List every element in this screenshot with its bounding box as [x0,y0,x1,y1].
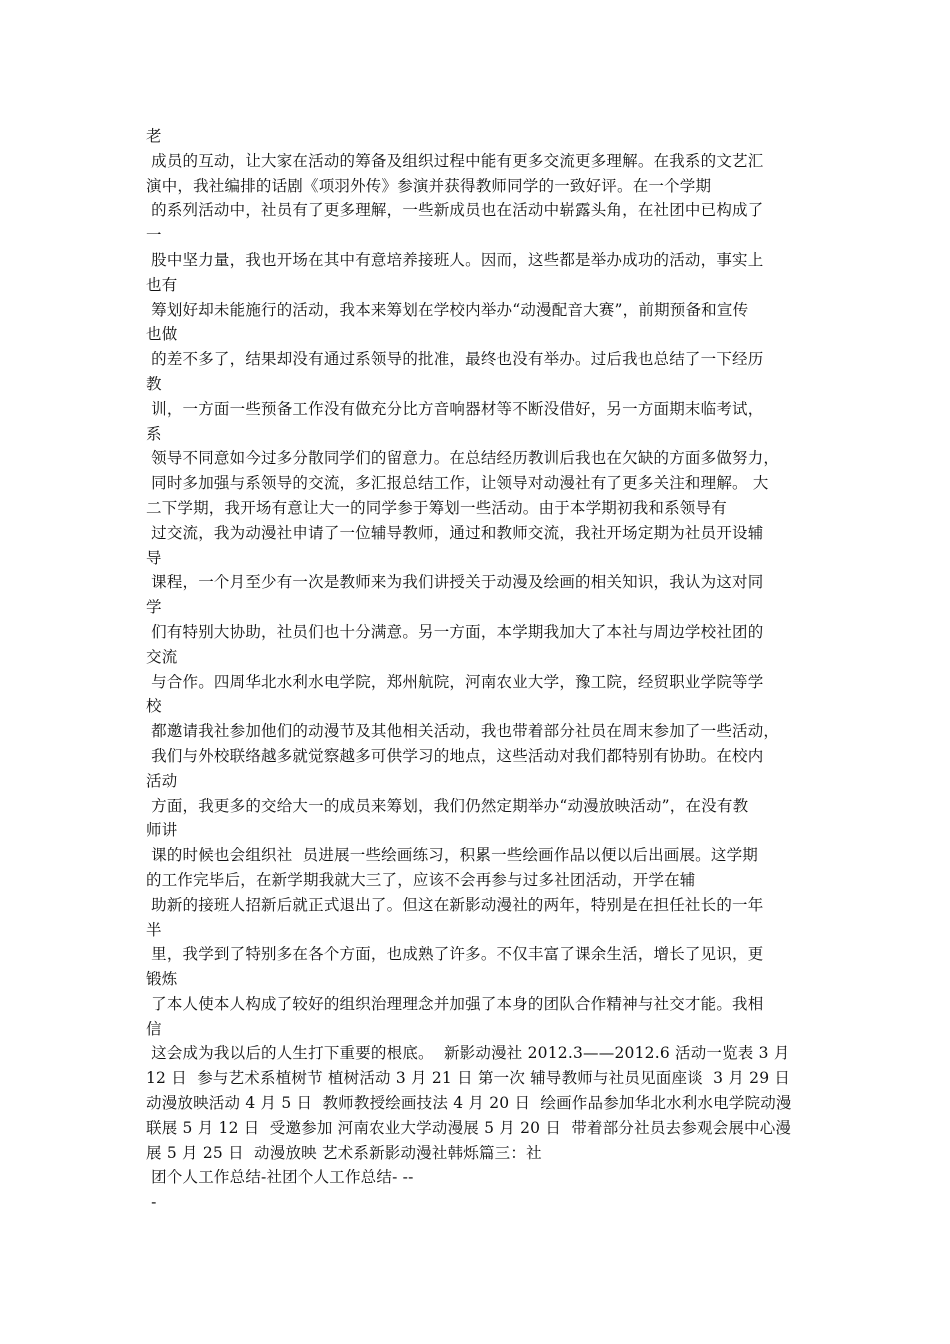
text-line: 成员的互动，让大家在活动的筹备及组织过程中能有更多交流更多理解。在我系的文艺汇 [146,151,764,170]
text-line: 12 日 参与艺术系植树节 植树活动 3 月 21 日 第一次 辅导教师与社员见面座谈 3 月 29 日 [146,1069,791,1088]
text-line: 信 [146,1019,162,1038]
text-line: 展 5 月 25 日 动漫放映 艺术系新影动漫社韩烁篇三：社 [146,1143,542,1162]
text-line: 我们与外校联络越多就觉察越多可供学习的地点，这些活动对我们都特别有协助。在校内 [146,746,764,765]
text-line: 训，一方面一些预备工作没有做充分比方音响器材等不断没借好，另一方面期末临考试， [146,399,764,418]
text-line: 筹划好却未能施行的活动，我本来筹划在学校内举办“动漫配音大赛”，前期预备和宣传 [146,300,749,319]
text-line: 股中坚力量，我也开场在其中有意培养接班人。因而，这些都是举办成功的活动，事实上 [146,250,764,269]
text-line: 也做 [146,325,178,344]
text-line: 这会成为我以后的人生打下重要的根底。 新影动漫社 2012.3——2012.6 活动一览表 3 月 [146,1044,790,1063]
text-line: 教 [146,374,162,393]
text-line: 老 [146,127,162,145]
text-line: 演中，我社编排的话剧《项羽外传》参演并获得教师同学的一致好评。在一个学期 [146,176,712,195]
text-line: 校 [146,697,162,716]
text-line: 一 [146,226,162,245]
text-line: 锻炼 [146,970,178,989]
text-line: 导 [146,548,162,567]
text-line: 与合作。四周华北水利水电学院，郑州航院，河南农业大学，豫工院，经贸职业学院等学 [146,672,764,691]
text-line: 方面，我更多的交给大一的成员来筹划，我们仍然定期举办“动漫放映活动”，在没有教 [146,796,749,815]
document-body [146,124,814,1215]
text-line: 也有 [146,275,178,294]
text-line: 课程，一个月至少有一次是教师来为我们讲授关于动漫及绘画的相关知识，我认为这对同 [146,573,764,592]
text-line: 二下学期，我开场有意让大一的同学参于筹划一些活动。由于本学期初我和系领导有 [146,498,727,517]
text-line: 师讲 [146,821,178,840]
text-line: 交流 [146,647,178,666]
text-line: 的系列活动中，社员有了更多理解，一些新成员也在活动中崭露头角，在社团中已构成了 [146,201,764,220]
text-line: 学 [146,598,162,617]
text-line: 团个人工作总结-社团个人工作总结- -- [146,1168,414,1187]
text-line: - [146,1193,157,1212]
text-line: 动漫放映活动 4 月 5 日 教师教授绘画技法 4 月 20 日 绘画作品参加华北水利水电学院动漫 [146,1094,792,1113]
text-line: 里，我学到了特别多在各个方面，也成熟了许多。不仅丰富了课余生活，增长了见识，更 [146,945,764,964]
text-line: 助新的接班人招新后就正式退出了。但这在新影动漫社的两年，特别是在担任社长的一年 [146,895,764,914]
text-line: 半 [146,920,162,939]
text-line: 课的时候也会组织社 员进展一些绘画练习，积累一些绘画作品以便以后出画展。这学期 [146,846,758,865]
text-line: 都邀请我社参加他们的动漫节及其他相关活动，我也带着部分社员在周末参加了一些活动， [146,722,780,741]
text-line: 系 [146,424,162,443]
text-line: 的工作完毕后，在新学期我就大三了，应该不会再参与过多社团活动，开学在辅 [146,870,696,889]
text-line: 的差不多了，结果却没有通过系领导的批准，最终也没有举办。过后我也总结了一下经历 [146,350,764,369]
text-line: 同时多加强与系领导的交流，多汇报总结工作，让领导对动漫社有了更多关注和理解。 大 [146,474,769,493]
text-line: 过交流，我为动漫社申请了一位辅导教师，通过和教师交流，我社开场定期为社员开设辅 [146,523,764,542]
text-line: 活动 [146,771,178,790]
text-line: 们有特别大协助，社员们也十分满意。另一方面，本学期我加大了本社与周边学校社团的 [146,622,764,641]
text-line: 领导不同意如今过多分散同学们的留意力。在总结经历教训后我也在欠缺的方面多做努力， [146,449,780,468]
text-line: 了本人使本人构成了较好的组织治理理念并加强了本身的团队合作精神与社交才能。我相 [146,994,764,1013]
text-line: 联展 5 月 12 日 受邀参加 河南农业大学动漫展 5 月 20 日 带着部分社员去参观会展中心漫 [146,1118,792,1137]
